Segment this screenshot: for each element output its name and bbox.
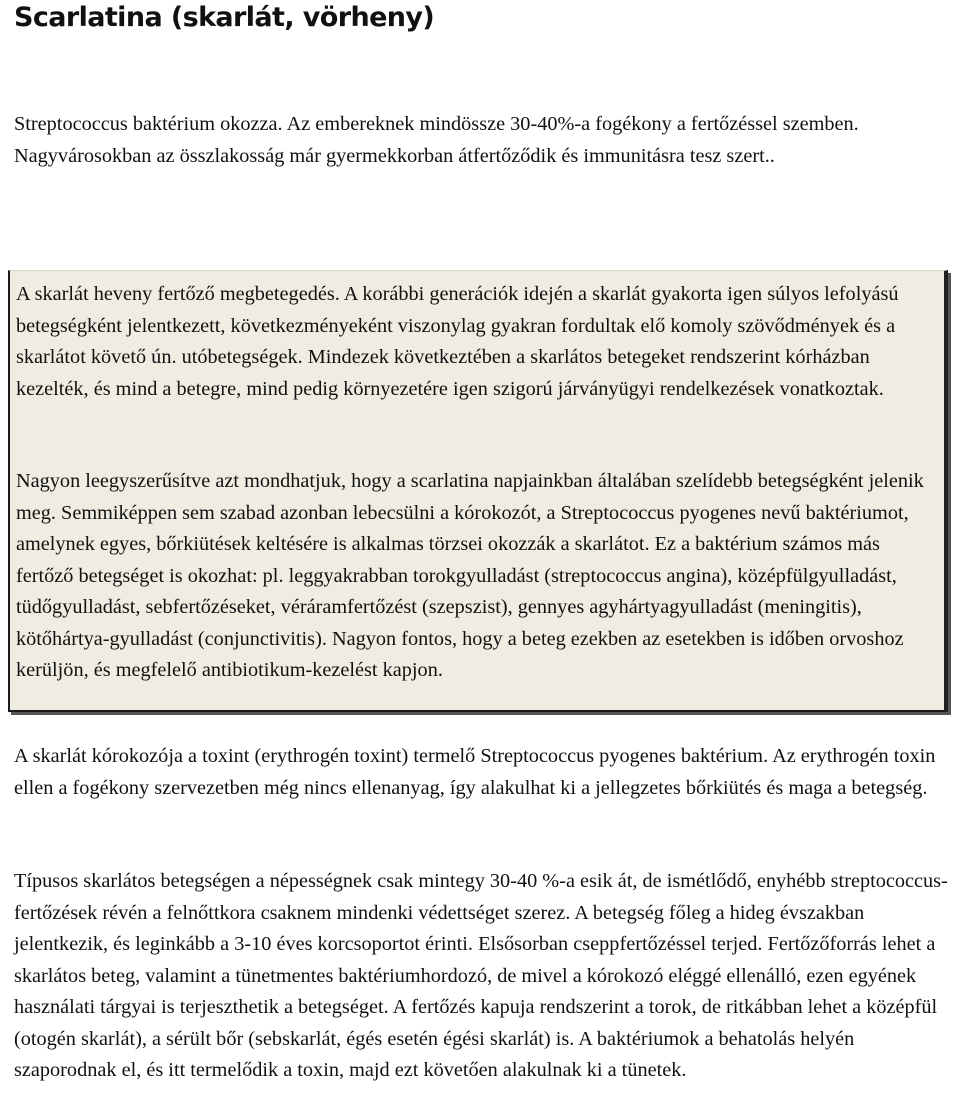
highlight-box bbox=[8, 270, 948, 712]
body-paragraph-4: Típusos skarlátos betegségen a népességnek csak mintegy 30-40 %-a esik át, de ismétlődő, enyhébb streptococcus- fertőzések révén a felnőttkora csaknem mindenki védettséget szerez. A betegség főleg a hideg évszakban jelentkezik, és leginkább a 3-10 éves korcsoportot érinti. Elsősorban cseppfertőzéssel terjed. Fertőzőforrás lehet a skarlátos beteg, valamint a tünetmentes baktériumhordozó, de mivel a kórokozó eléggé ellenálló, ezen egyének használati tárgyai is terjeszthetik a betegséget. A fertőzés kapuja rendszerint a torok, de ritkábban lehet a középfül (otogén skarlát), a sérült bőr (sebskarlát, égés esetén égési skarlát) is. A baktériumok a behatolás helyén szaporodnak el, és itt termelődik a toxin, majd ezt követően alakulnak ki a tünetek. bbox=[14, 870, 948, 1081]
body-paragraph-3: A skarlát kórokozója a toxint (erythrogén toxint) termelő Streptococcus pyogenes baktérium. Az erythrogén toxin ellen a fogékony szervezetben még nincs ellenanyag, így alakulhat ki a jellegzetes bőrkiütés és maga a betegség. bbox=[14, 745, 936, 799]
intro-paragraph: Streptococcus baktérium okozza. Az embereknek mindössze 30-40%-a fogékony a fertőzéssel szemben. Nagyvárosokban az összlakosság már gyermekkorban átfertőződik és immunitásra tesz szert.. bbox=[14, 113, 859, 167]
box-paragraph-1: A skarlát heveny fertőző megbetegedés. A korábbi generációk idején a skarlát gyakorta igen súlyos lefolyású betegségként jelentkezett, következményeként viszonylag gyakran fordultak elő komoly szövődmények és a skarlátot követő ún. utóbetegségek. Mindezek következtében a skarlátos betegeket rendszerint kórházban kezelték, és mind a betegre, mind pedig környezetére igen szigorú járványügyi rendelkezések vonatkoztak. bbox=[16, 283, 899, 400]
page-title: Scarlatina (skarlát, vörheny) bbox=[14, 2, 435, 33]
box-paragraph-2: Nagyon leegyszerűsítve azt mondhatjuk, hogy a scarlatina napjainkban általában szelídebb betegségként jelenik meg. Semmiképpen sem szabad azonban lebecsülni a kórokozót, a Streptococcus pyogenes nevű baktériumot, amelynek egyes, bőrkiütések keltésére is alkalmas törzsei okozzák a skarlátot. Ez a baktérium számos más fertőző betegséget is okozhat: pl. leggyakrabban torokgyulladást (streptococcus angina), középfülgyulladást, tüdőgyulladást, sebfertőzéseket, véráramfertőzést (szepszist), gennyes agyhártyagyulladást (meningitis), kötőhártya-gyulladást (conjunctivitis). Nagyon fontos, hogy a beteg ezekben az esetekben is időben orvoshoz kerüljön, és megfelelő antibiotikum-kezelést kapjon. bbox=[16, 470, 924, 681]
